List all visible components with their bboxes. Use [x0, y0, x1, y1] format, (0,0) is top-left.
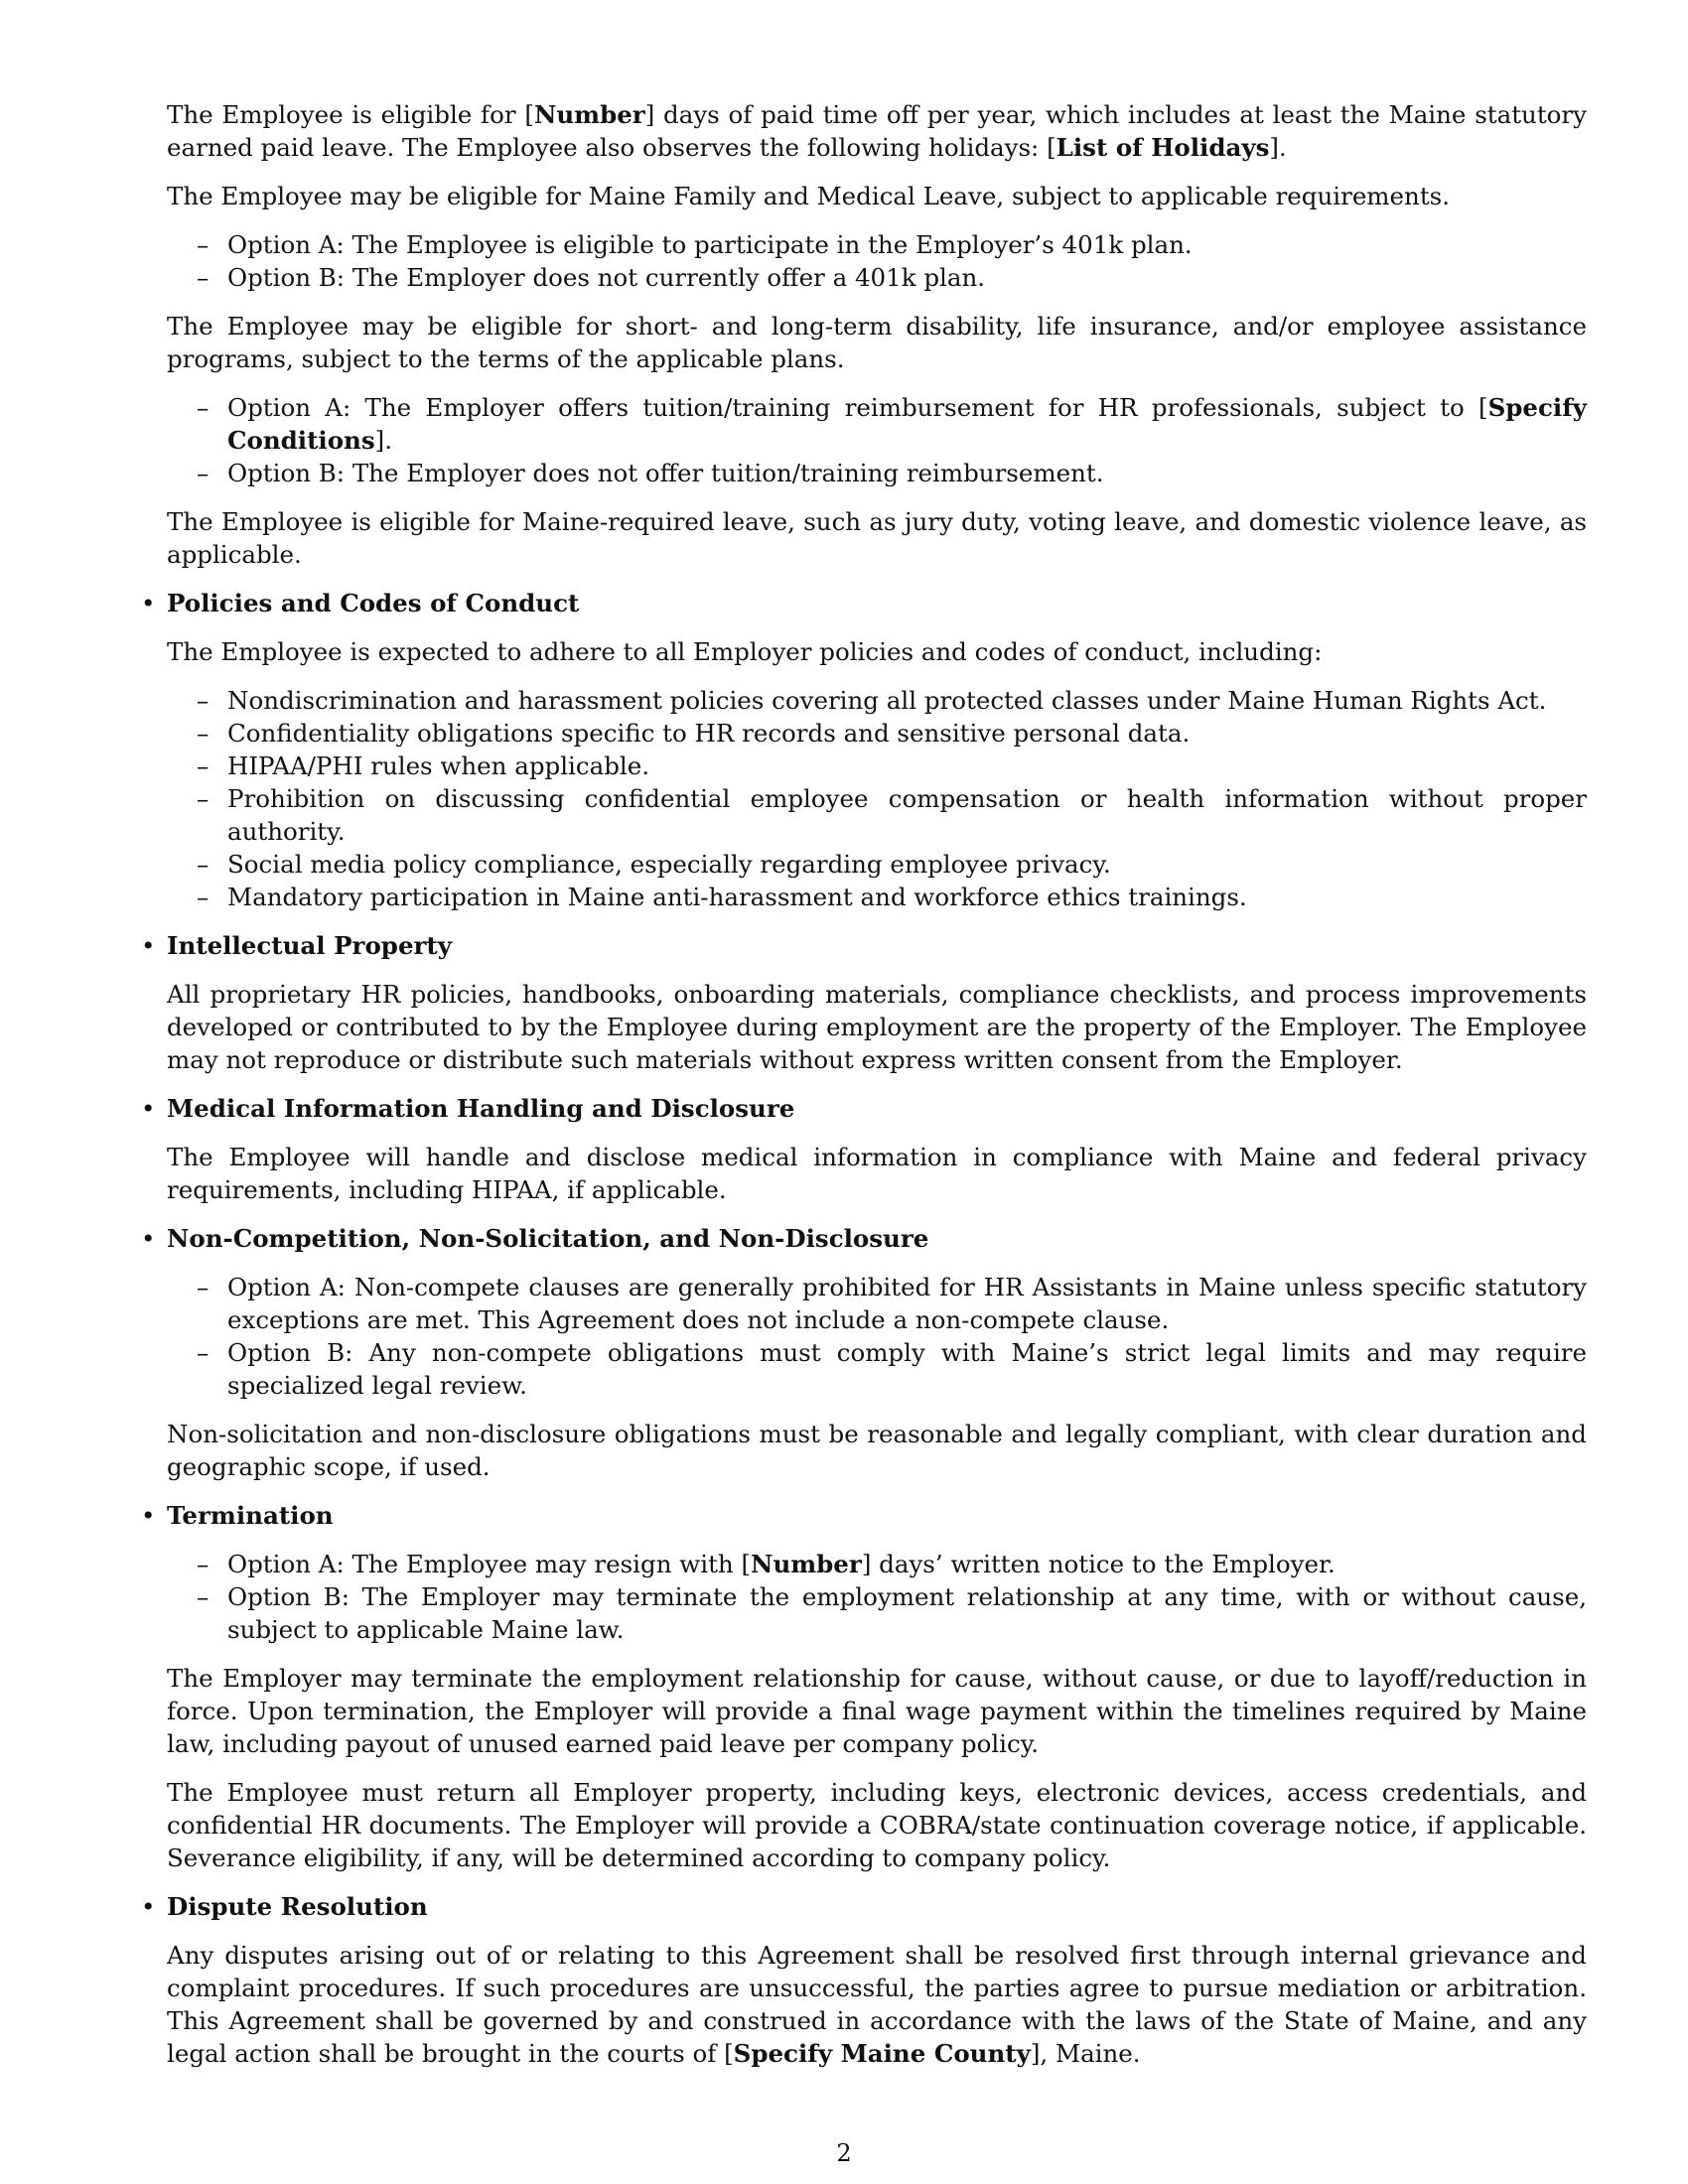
pto-number-placeholder: Number: [533, 100, 645, 129]
tuition-options: [167, 391, 1587, 489]
list-item: – Option A: The Employee is eligible to participate in the Employer’s 401k plan.: [167, 228, 1587, 261]
retirement-options: [167, 228, 1587, 294]
pto-paragraph: The Employee is eligible for [Number] days of paid time off per year, which includes at least the Maine statutory earned paid leave. The Employee also observes the following holidays: [List of Holidays].: [167, 100, 1587, 162]
holidays-placeholder: List of Holidays: [1055, 133, 1270, 162]
bullet-icon: •: [141, 1501, 156, 1530]
list-item: – Option B: The Employer does not currently offer a 401k plan.: [167, 261, 1587, 294]
medical-paragraph: The Employee will handle and disclose medical information in compliance with Maine and federal privacy requirements, including HIPAA, if applicable.: [167, 1143, 1587, 1204]
list-item: – Confidentiality obligations specific to HR records and sensitive personal data.: [167, 717, 1587, 750]
list-item: – Nondiscrimination and harassment policies covering all protected classes under Maine Human Rights Act.: [167, 684, 1587, 717]
document-body: [141, 98, 1587, 2086]
fmla-paragraph: The Employee may be eligible for Maine Family and Medical Leave, subject to applicable requirements.: [167, 182, 1451, 210]
policies-list: [167, 684, 1587, 913]
list-item: – Mandatory participation in Maine anti-harassment and workforce ethics trainings.: [167, 881, 1587, 913]
section-heading-termination: • Termination: [141, 1501, 334, 1530]
list-item: – HIPAA/PHI rules when applicable.: [167, 750, 1587, 782]
noncompete-options: [167, 1271, 1587, 1402]
county-placeholder: Specify Maine County: [733, 2039, 1031, 2068]
list-item: – Social media policy compliance, especially regarding employee privacy.: [167, 848, 1587, 881]
section-heading-dispute: • Dispute Resolution: [141, 1892, 428, 1921]
termination-paragraph: The Employer may terminate the employment relationship for cause, without cause, or due to layoff/reduction in force. Upon termination, the Employer will provide a final wage payment within the timelines required by Maine law, including payout of unused earned paid leave per company policy.: [167, 1664, 1587, 1758]
bullet-icon: •: [141, 931, 156, 960]
list-item: – Prohibition on discussing confidential employee compensation or health information without proper authority.: [167, 782, 1587, 848]
leave-paragraph: The Employee is eligible for Maine-required leave, such as jury duty, voting leave, and domestic violence leave, as applicable.: [167, 507, 1587, 569]
bullet-icon: •: [141, 1892, 156, 1921]
notice-number-placeholder: Number: [751, 1550, 862, 1578]
bullet-icon: •: [141, 1094, 156, 1123]
list-item: – Option A: Non-compete clauses are generally prohibited for HR Assistants in Maine unless specific statutory exceptions are met. This Agreement does not include a non-compete clause.: [167, 1271, 1587, 1336]
list-item: – Option B: The Employer may terminate the employment relationship at any time, with or without cause, subject to applicable Maine law.: [167, 1580, 1587, 1646]
disability-paragraph: The Employee may be eligible for short- and long-term disability, life insurance, and/or employee assistance programs, subject to the terms of the applicable plans.: [167, 312, 1587, 373]
section-heading-policies: • Policies and Codes of Conduct: [141, 589, 580, 617]
dispute-paragraph: Any disputes arising out of or relating to this Agreement shall be resolved first through internal grievance and complaint procedures. If such procedures are unsuccessful, the parties agree to pursue mediation or arbitration. This Agreement shall be governed by and construed in accordance with the laws of the State of Maine, and any legal action shall be brought in the courts of [Specify Maine County], Maine.: [167, 1941, 1587, 2068]
section-heading-ip: • Intellectual Property: [141, 931, 452, 960]
bullet-icon: •: [141, 1224, 156, 1253]
page-number: 2: [836, 2139, 852, 2167]
section-heading-noncompete: • Non-Competition, Non-Solicitation, and Non-Disclosure: [141, 1224, 929, 1253]
termination-options: [167, 1548, 1587, 1646]
list-item: – Option A: The Employer offers tuition/training reimbursement for HR professionals, subject to [Specify Conditions].: [167, 391, 1587, 457]
conditions-placeholder: Specify Conditions: [227, 393, 1587, 455]
termination-property-paragraph: The Employee must return all Employer property, including keys, electronic devices, access credentials, and confidential HR documents. The Employer will provide a COBRA/state continuation coverage notice, if applicable. Severance eligibility, if any, will be determined according to company policy.: [167, 1778, 1587, 1872]
ip-paragraph: All proprietary HR policies, handbooks, onboarding materials, compliance checklists, and process improvements developed or contributed to by the Employee during employment are the property of the Employer. The Employee may not reproduce or distribute such materials without express written consent from the Employer.: [167, 980, 1587, 1074]
bullet-icon: •: [141, 589, 156, 617]
list-item: – Option A: The Employee may resign with [Number] days’ written notice to the Employer.: [167, 1548, 1587, 1580]
list-item: – Option B: The Employer does not offer tuition/training reimbursement.: [167, 457, 1587, 489]
section-heading-medical: • Medical Information Handling and Disclosure: [141, 1094, 795, 1123]
list-item: – Option B: Any non-compete obligations must comply with Maine’s strict legal limits and may require specialized legal review.: [167, 1336, 1587, 1402]
noncompete-paragraph: Non-solicitation and non-disclosure obligations must be reasonable and legally compliant, with clear duration and geographic scope, if used.: [167, 1420, 1587, 1481]
policies-intro: The Employee is expected to adhere to all Employer policies and codes of conduct, including:: [167, 637, 1323, 666]
